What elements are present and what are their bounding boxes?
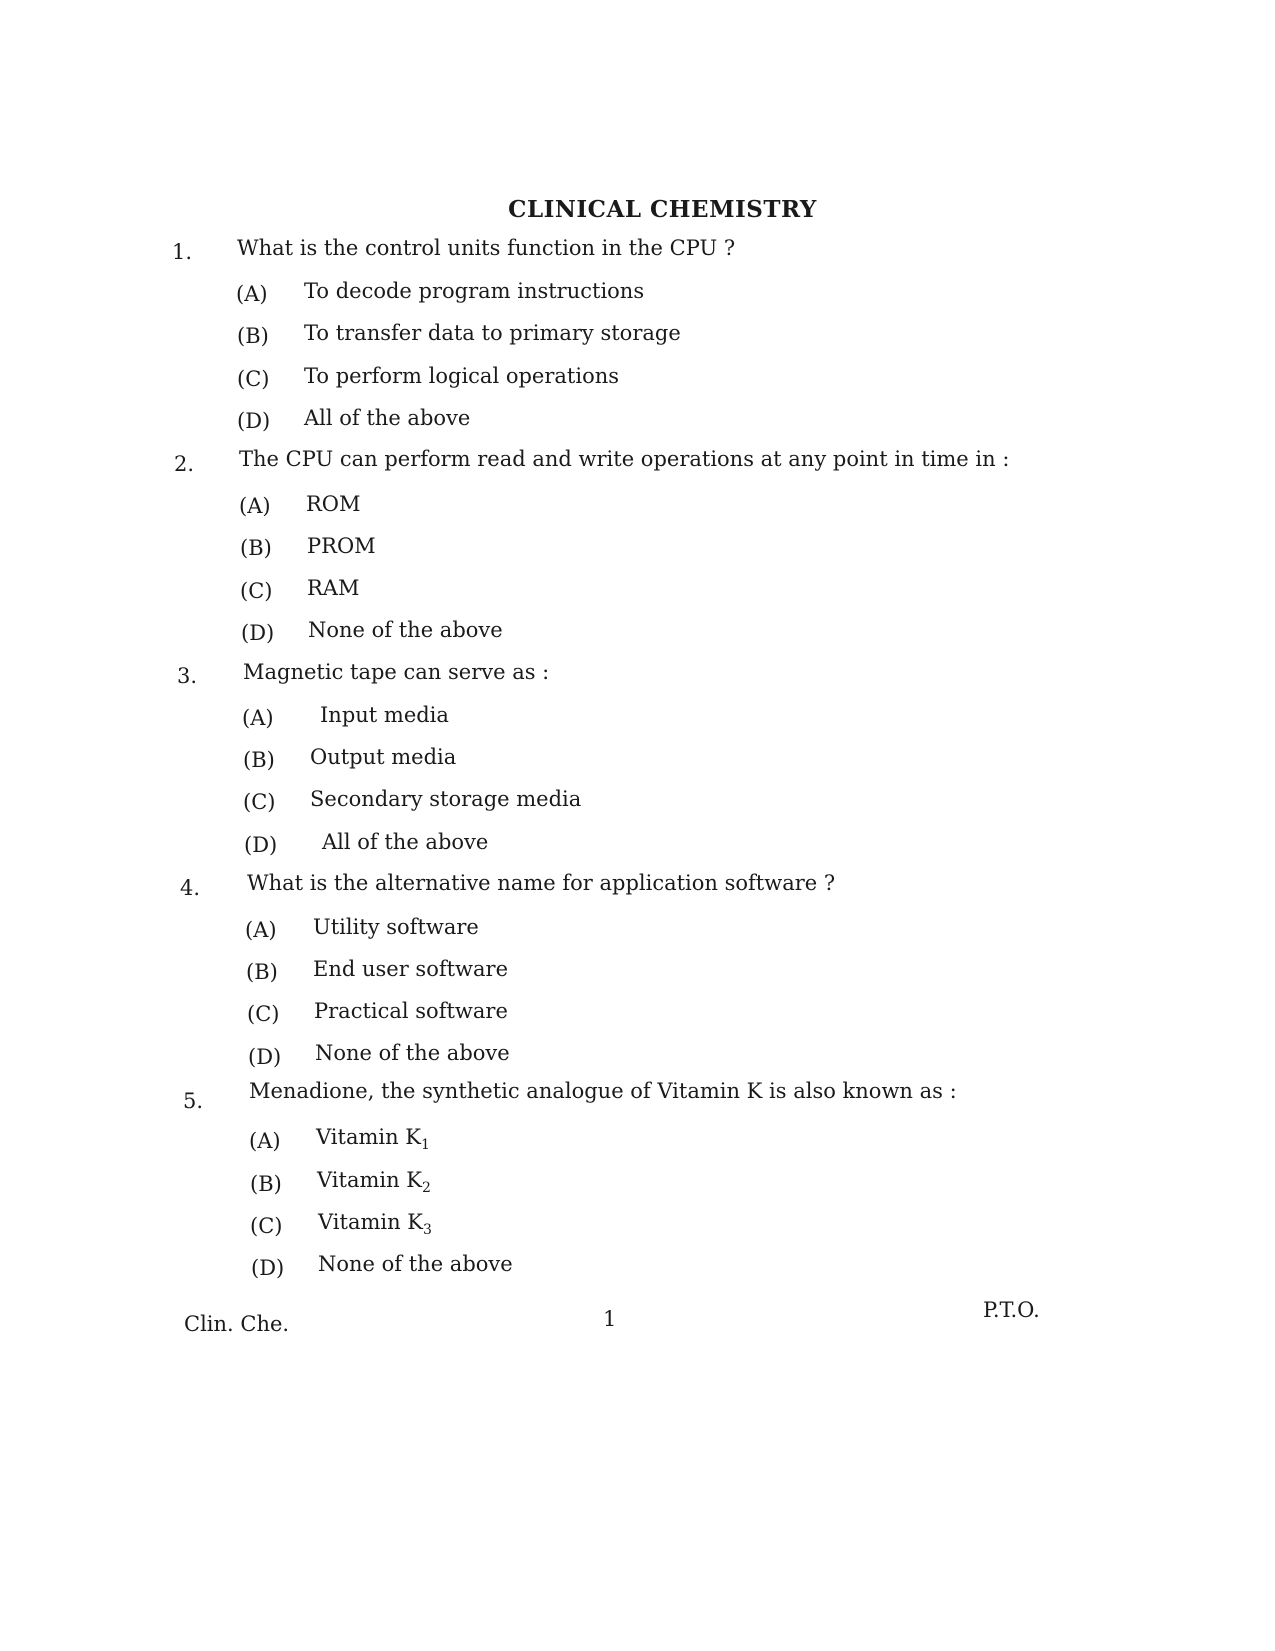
option-label: (C) [240, 579, 273, 603]
footer-code: Clin. Che. [184, 1312, 290, 1336]
option-label: (C) [250, 1214, 283, 1238]
option-text: Utility software [313, 915, 479, 939]
question-number: 5. [183, 1089, 204, 1113]
option-text: None of the above [315, 1041, 510, 1065]
option-label: (C) [247, 1002, 280, 1026]
question-number: 4. [180, 876, 201, 900]
question-number: 1. [172, 240, 193, 264]
option-text: Vitamin $K_1$ [316, 1125, 430, 1154]
page-number: 1 [603, 1307, 617, 1331]
option-label: (D) [248, 1045, 282, 1069]
question-number: 2. [174, 452, 195, 476]
option-label: (B) [240, 536, 272, 560]
option-text: None of the above [308, 618, 503, 642]
question-number: 3. [177, 664, 198, 688]
option-label: (C) [243, 790, 276, 814]
option-label: (A) [242, 706, 274, 730]
option-text: To decode program instructions [304, 279, 645, 303]
option-label: (D) [251, 1256, 285, 1280]
option-label: (B) [243, 748, 275, 772]
option-label: (D) [237, 409, 271, 433]
option-text: Vitamin $K_2$ [317, 1168, 431, 1197]
option-text: RAM [307, 576, 360, 600]
question-text: The CPU can perform read and write operations at any point in time in : [239, 447, 1010, 471]
page-title: CLINICAL CHEMISTRY [508, 196, 817, 223]
option-label: (B) [237, 324, 269, 348]
option-text: End user software [313, 957, 509, 981]
subscript: 1 [421, 1137, 430, 1154]
option-text: None of the above [318, 1252, 513, 1276]
option-label: (D) [241, 621, 275, 645]
option-label: (A) [239, 494, 271, 518]
option-label: (B) [246, 960, 278, 984]
option-label: (C) [237, 367, 270, 391]
option-label: (A) [249, 1129, 281, 1153]
option-text: Input media [320, 703, 449, 727]
option-text: To transfer data to primary storage [304, 321, 681, 345]
subscript: 3 [423, 1222, 432, 1239]
question-text: Magnetic tape can serve as : [243, 660, 550, 684]
option-text: To perform logical operations [304, 364, 620, 388]
pto-marker: P.T.O. [983, 1298, 1040, 1322]
option-text: PROM [307, 534, 376, 558]
question-text: What is the alternative name for application software ? [247, 871, 836, 895]
option-label: (A) [245, 918, 277, 942]
option-label: (D) [244, 833, 278, 857]
option-label: (A) [236, 282, 268, 306]
option-text: All of the above [304, 406, 471, 430]
option-text: Practical software [314, 999, 508, 1023]
question-text: What is the control units function in the CPU ? [237, 236, 736, 260]
option-text: Output media [310, 745, 457, 769]
option-text: All of the above [322, 830, 489, 854]
option-text: ROM [306, 492, 361, 516]
subscript: 2 [422, 1180, 431, 1197]
option-label: (B) [250, 1172, 282, 1196]
option-text: Vitamin $K_3$ [318, 1210, 432, 1239]
question-text: Menadione, the synthetic analogue of Vitamin K is also known as : [249, 1079, 957, 1103]
option-text: Secondary storage media [310, 787, 582, 811]
